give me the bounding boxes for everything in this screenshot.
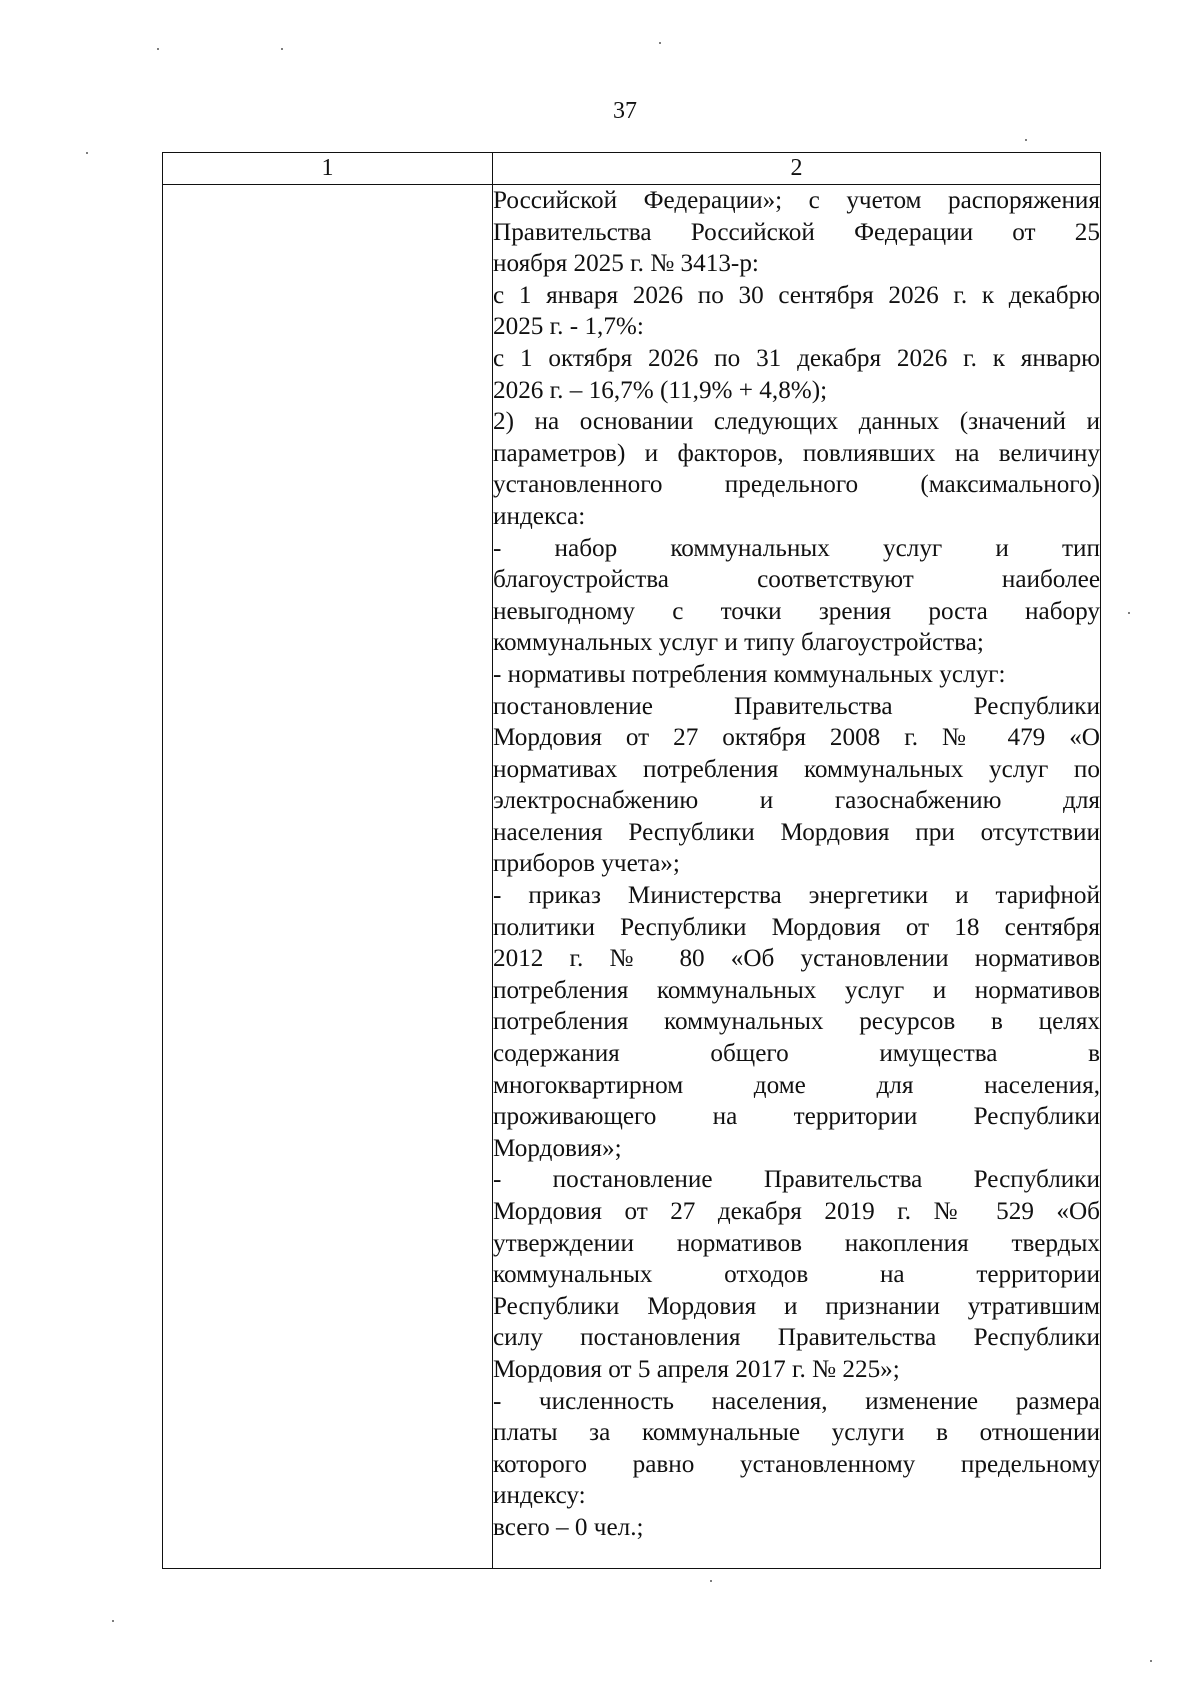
text-line: 2) на основании следующих данных (значений и bbox=[493, 408, 1100, 436]
scan-speck bbox=[710, 1580, 712, 1582]
text-line: индекса: bbox=[493, 502, 586, 530]
text-line: проживающего на территории Республики bbox=[493, 1103, 1100, 1131]
text-line: Российской Федерации»; с учетом распоряжения bbox=[493, 187, 1100, 214]
scan-speck bbox=[157, 48, 159, 50]
text-line: Мордовия от 27 декабря 2019 г. № 529 «Об bbox=[493, 1198, 1100, 1225]
scan-speck bbox=[112, 1620, 114, 1622]
document-table bbox=[162, 152, 1101, 1569]
text-line: электроснабжению и газоснабжению для bbox=[493, 787, 1100, 815]
table-header-row bbox=[163, 153, 1101, 185]
scan-speck bbox=[659, 42, 661, 44]
text-line: приборов учета»; bbox=[493, 850, 680, 878]
text-line: ноября 2025 г. № 3413-р: bbox=[493, 250, 759, 278]
scan-speck bbox=[1150, 1660, 1152, 1662]
text-line: силу постановления Правительства Республики bbox=[493, 1324, 1100, 1352]
text-line: благоустройства соответствуют наиболее bbox=[493, 566, 1100, 594]
column-1-cell bbox=[163, 185, 493, 1569]
text-line: - приказ Министерства энергетики и тарифной bbox=[493, 882, 1100, 910]
text-line: - набор коммунальных услуг и тип bbox=[493, 534, 1100, 562]
scan-speck bbox=[1128, 612, 1130, 614]
text-line: с 1 октября 2026 по 31 декабря 2026 г. к январю bbox=[493, 344, 1100, 372]
text-line: - постановление Правительства Республики bbox=[493, 1166, 1100, 1194]
text-line: Республики Мордовия и признании утратившим bbox=[493, 1292, 1100, 1320]
text-line: коммунальных отходов на территории bbox=[493, 1261, 1100, 1289]
text-line: невыгодному с точки зрения роста набору bbox=[493, 597, 1100, 625]
scan-speck bbox=[281, 48, 283, 50]
column-2-cell bbox=[493, 185, 1101, 1569]
text-line: индексу: bbox=[493, 1482, 586, 1510]
page-number: 37 bbox=[613, 98, 637, 124]
text-line: Мордовия»; bbox=[493, 1134, 622, 1162]
text-line: 2026 г. – 16,7% (11,9% + 4,8%); bbox=[493, 376, 828, 404]
text-line: всего – 0 чел.; bbox=[493, 1513, 644, 1541]
text-line: которого равно установленному предельному bbox=[493, 1450, 1100, 1478]
column-header-1: 1 bbox=[163, 153, 493, 185]
text-line: Правительства Российской Федерации от 25 bbox=[493, 218, 1100, 246]
text-line: платы за коммунальные услуги в отношении bbox=[493, 1419, 1100, 1447]
text-line: содержания общего имущества в bbox=[493, 1040, 1100, 1068]
text-line: политики Республики Мордовия от 18 сентября bbox=[493, 913, 1100, 941]
text-line: 2025 г. - 1,7%: bbox=[493, 313, 644, 341]
text-line: нормативах потребления коммунальных услуг по bbox=[493, 755, 1100, 783]
text-line: Мордовия от 5 апреля 2017 г. № 225»; bbox=[493, 1355, 900, 1383]
text-line: постановление Правительства Республики bbox=[493, 692, 1100, 720]
scan-speck bbox=[1025, 139, 1027, 141]
text-line: - численность населения, изменение размера bbox=[493, 1387, 1100, 1415]
scan-speck bbox=[86, 152, 88, 154]
text-line: 2012 г. № 80 «Об установлении нормативов bbox=[493, 945, 1100, 973]
text-line: параметров) и факторов, повлиявших на величину bbox=[493, 439, 1100, 467]
text-line: утверждении нормативов накопления твердых bbox=[493, 1229, 1100, 1257]
column-2-text bbox=[493, 185, 1100, 1544]
text-line: потребления коммунальных ресурсов в целях bbox=[493, 1008, 1100, 1036]
text-line: с 1 января 2026 по 30 сентября 2026 г. к декабрю bbox=[493, 281, 1100, 309]
text-line: коммунальных услуг и типу благоустройства; bbox=[493, 629, 984, 657]
text-line: Мордовия от 27 октября 2008 г. № 479 «О bbox=[493, 724, 1100, 752]
text-line: населения Республики Мордовия при отсутствии bbox=[493, 818, 1100, 846]
column-header-2: 2 bbox=[493, 153, 1101, 185]
text-line: потребления коммунальных услуг и нормативов bbox=[493, 976, 1100, 1004]
table-row bbox=[163, 185, 1101, 1569]
text-line: - нормативы потребления коммунальных услуг: bbox=[493, 660, 1006, 688]
text-line: установленного предельного (максимального) bbox=[493, 471, 1100, 499]
text-line: многоквартирном доме для населения, bbox=[493, 1071, 1100, 1099]
